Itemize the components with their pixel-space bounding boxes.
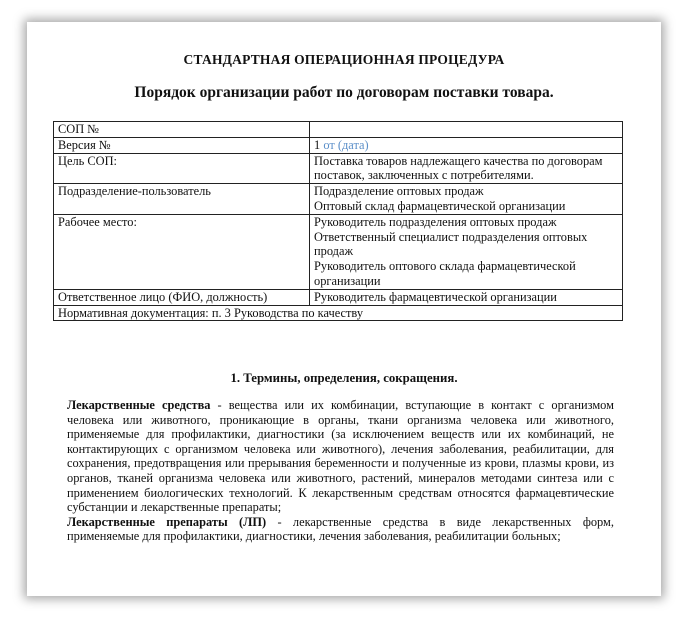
table-row	[54, 289, 623, 305]
table-row	[54, 153, 623, 184]
goal-value: Поставка товаров надлежащего качества по договорам поставок, заключенных с потребителями.	[310, 153, 623, 184]
responsible-value: Руководитель фармацевтической организации	[310, 289, 623, 305]
workplace-label: Рабочее место:	[54, 214, 310, 289]
section-body	[67, 398, 614, 544]
workplace-value-cell	[310, 214, 623, 289]
term: Лекарственные средства	[67, 398, 211, 412]
table-row	[54, 184, 623, 215]
table-row	[54, 122, 623, 138]
definition-paragraph	[67, 398, 614, 515]
workplace-value-1: Руководитель подразделения оптовых продаж	[314, 214, 557, 229]
section-heading: 1. Термины, определения, сокращения.	[230, 371, 458, 385]
version-value-cell	[310, 137, 623, 153]
workplace-value-2: Ответственный специалист подразделения оптовых продаж	[314, 229, 588, 259]
document-title: СТАНДАРТНАЯ ОПЕРАЦИОННАЯ ПРОЦЕДУРА	[183, 52, 505, 67]
responsible-label: Ответственное лицо (ФИО, должность)	[54, 289, 310, 305]
table-row	[54, 137, 623, 153]
definition-text: - лекарственные средства в виде лекарственных форм, применяемые для профилактики, диагностики, лечения заболевания, реабилитации больных;	[67, 514, 614, 544]
document-page	[27, 22, 661, 596]
table-row	[54, 305, 623, 321]
department-label: Подразделение-пользователь	[54, 184, 310, 215]
document-subtitle: Порядок организации работ по договорам поставки товара.	[134, 84, 554, 101]
sop-number-label: СОП №	[54, 122, 310, 138]
sop-number-value	[310, 122, 623, 138]
department-value-cell	[310, 184, 623, 215]
definition-paragraph	[67, 515, 614, 544]
sop-info-table	[53, 121, 623, 321]
term: Лекарственные препараты (ЛП)	[67, 514, 267, 529]
workplace-value-3: Руководитель оптового склада фармацевтической организации	[314, 259, 576, 288]
version-number: 1	[314, 137, 321, 152]
goal-label: Цель СОП:	[54, 153, 310, 184]
department-value-2: Оптовый склад фармацевтической организации	[314, 198, 566, 213]
normative-docs: Нормативная документация: п. 3 Руководства по качеству	[54, 305, 623, 321]
definition-text: - вещества или их комбинации, вступающие в контакт с организмом человека или животного, проникающие в органы, ткани организма человека или животного, применяемые для профилактики, диагностики (за исключением веществ или их комбинаций, не контактирующих с организмом человека или животного), лечения заболевания, реабилитации, для сохранения, предотвращения или прерывания беременности и полученные из крови, плазмы крови, из органов, тканей организма человека или животного, растений, минералов методами синтеза или с применением биологических технологий. К лекарственным средствам относятся фармацевтические субстанции и лекарственные препараты;	[67, 398, 614, 515]
table-row	[54, 214, 623, 289]
department-value-1: Подразделение оптовых продаж	[314, 184, 484, 199]
version-date-link[interactable]: от (дата)	[323, 137, 369, 152]
version-label: Версия №	[54, 137, 310, 153]
